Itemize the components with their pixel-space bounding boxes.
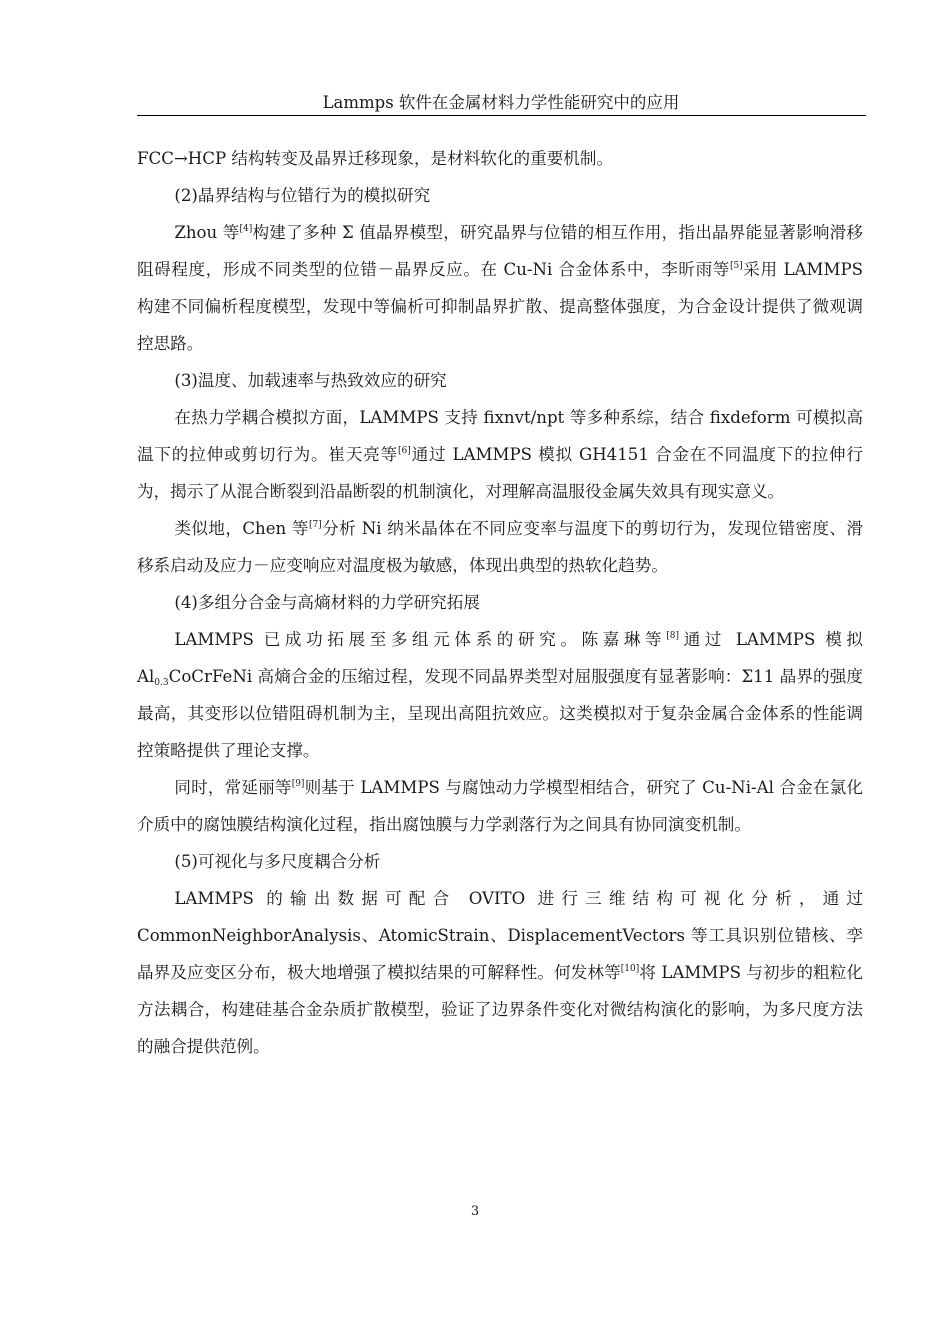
citation-ref: [9]: [291, 779, 305, 789]
section-heading-2: (2)晶界结构与位错行为的模拟研究: [174, 186, 431, 205]
section-heading-5: (5)可视化与多尺度耦合分析: [174, 852, 381, 871]
citation-ref: [7]: [308, 520, 322, 530]
citation-ref: [6]: [398, 446, 411, 456]
section-heading-4: (4)多组分合金与高熵材料的力学研究拓展: [174, 593, 480, 612]
paragraph-first-line: LAMMPS 的输出数据可配合 OVITO 进行三维结构可视化分析，通过: [174, 889, 863, 908]
paragraph: 类似地，Chen 等[7]分析 Ni 纳米晶体在不同应变率与温度下的剪切行为，发现位错密度、滑移系启动及应力－应变响应对温度极为敏感，体现出典型的热软化趋势。: [137, 519, 863, 575]
paragraph-continuation: FCC→HCP 结构转变及晶界迁移现象，是材料软化的重要机制。: [137, 149, 614, 168]
section-heading-3: (3)温度、加载速率与热致效应的研究: [174, 371, 447, 390]
citation-ref: [10]: [620, 964, 640, 974]
paragraph: 同时，常延丽等[9]则基于 LAMMPS 与腐蚀动力学模型相结合，研究了 Cu-Ni-Al 合金在氯化介质中的腐蚀膜结构演化过程，指出腐蚀膜与力学剥落行为之间具有协同演变机制。: [137, 778, 863, 834]
paragraph: CommonNeighborAnalysis、AtomicStrain、DisplacementVectors 等工具识别位错核、孪晶界及应变区分布，极大地增强了模拟结果的可解释性。何发林等[10]将 LAMMPS 与初步的粗粒化方法耦合，构建硅基合金杂质扩散模型，验证了边界条件变化对微结构演化的影响，为多尺度方法的融合提供范例。: [137, 926, 863, 1056]
citation-ref: [8]: [666, 631, 679, 641]
page-number: 3: [470, 1204, 480, 1219]
header-rule: [137, 115, 866, 116]
paragraph: 在热力学耦合模拟方面，LAMMPS 支持 fixnvt/npt 等多种系综，结合 fixdeform 可模拟高温下的拉伸或剪切行为。崔天亮等[6]通过 LAMMPS 模拟 GH4151 合金在不同温度下的拉伸行为，揭示了从混合断裂到沿晶断裂的机制演化，对理解高温服役金属失效具有现实意义。: [137, 408, 864, 501]
citation-ref: [5]: [729, 261, 743, 271]
body-text: [137, 140, 863, 1065]
paragraph: Zhou 等[4]构建了多种 Σ 值晶界模型，研究晶界与位错的相互作用，指出晶界能显著影响滑移阻碍程度，形成不同类型的位错－晶界反应。在 Cu-Ni 合金体系中，李昕雨等[5]采用 LAMMPS 构建不同偏析程度模型，发现中等偏析可抑制晶界扩散、提高整体强度，为合金设计提供了微观调控思路。: [137, 223, 864, 353]
citation-ref: [4]: [239, 224, 253, 234]
running-header: Lammps 软件在金属材料力学性能研究中的应用: [322, 93, 680, 112]
subscript: 0.3: [154, 678, 169, 688]
paragraph: LAMMPS 已成功拓展至多组元体系的研究。陈嘉琳等[8]通过 LAMMPS 模拟 $Al_{0.3}CoCrFeNi$ 高熵合金的压缩过程，发现不同晶界类型对屈服强度有显著影响：Σ11 晶界的强度最高，其变形以位错阻碍机制为主，呈现出高阻抗效应。这类模拟对于复杂金属合金体系的性能调控策略提供了理论支撑。: [137, 630, 863, 760]
